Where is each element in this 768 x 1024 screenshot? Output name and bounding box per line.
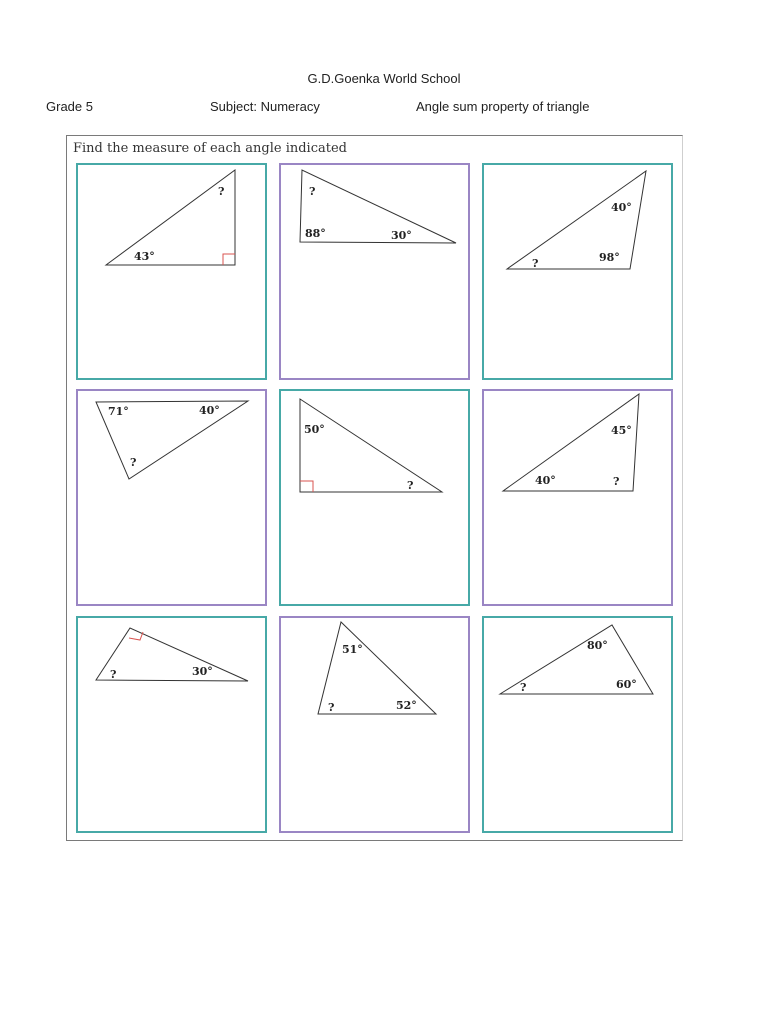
worksheet	[66, 135, 683, 841]
angle-label: 52°	[396, 699, 417, 712]
problem-5	[279, 389, 470, 606]
school-name: G.D.Goenka World School	[307, 71, 461, 86]
angle-label: 40°	[611, 201, 632, 214]
angle-label: ?	[520, 681, 527, 694]
subject-label: Subject: Numeracy	[210, 99, 320, 114]
angle-label: ?	[218, 185, 225, 198]
angle-label: 43°	[134, 250, 155, 263]
problem-8	[279, 616, 470, 833]
triangle-8	[281, 618, 468, 831]
triangle-1	[78, 165, 265, 378]
problem-9	[482, 616, 673, 833]
angle-label: ?	[407, 479, 414, 492]
angle-label: ?	[110, 668, 117, 681]
angle-label: 60°	[616, 678, 637, 691]
angle-label: 50°	[304, 423, 325, 436]
angle-label: 88°	[305, 227, 326, 240]
problem-3	[482, 163, 673, 380]
topic-label: Angle sum property of triangle	[416, 99, 590, 114]
angle-label: ?	[613, 475, 620, 488]
angle-label: 40°	[199, 404, 220, 417]
angle-label: 98°	[599, 251, 620, 264]
angle-label: 30°	[192, 665, 213, 678]
problem-2	[279, 163, 470, 380]
grade-label: Grade 5	[46, 99, 93, 114]
angle-label: 71°	[108, 405, 129, 418]
instruction-text: Find the measure of each angle indicated	[73, 141, 347, 156]
angle-label: 30°	[391, 229, 412, 242]
angle-label: 40°	[535, 474, 556, 487]
problem-1	[76, 163, 267, 380]
angle-label: ?	[130, 456, 137, 469]
angle-label: ?	[532, 257, 539, 270]
triangle-7	[78, 618, 265, 831]
triangle-9	[484, 618, 671, 831]
triangle-2	[281, 165, 468, 378]
problem-4	[76, 389, 267, 606]
problem-6	[482, 389, 673, 606]
angle-label: 51°	[342, 643, 363, 656]
triangle-5	[281, 391, 468, 604]
angle-label: ?	[309, 185, 316, 198]
problem-7	[76, 616, 267, 833]
angle-label: 80°	[587, 639, 608, 652]
triangle-4	[78, 391, 265, 604]
triangle-3	[484, 165, 671, 378]
triangle-6	[484, 391, 671, 604]
angle-label: 45°	[611, 424, 632, 437]
angle-label: ?	[328, 701, 335, 714]
